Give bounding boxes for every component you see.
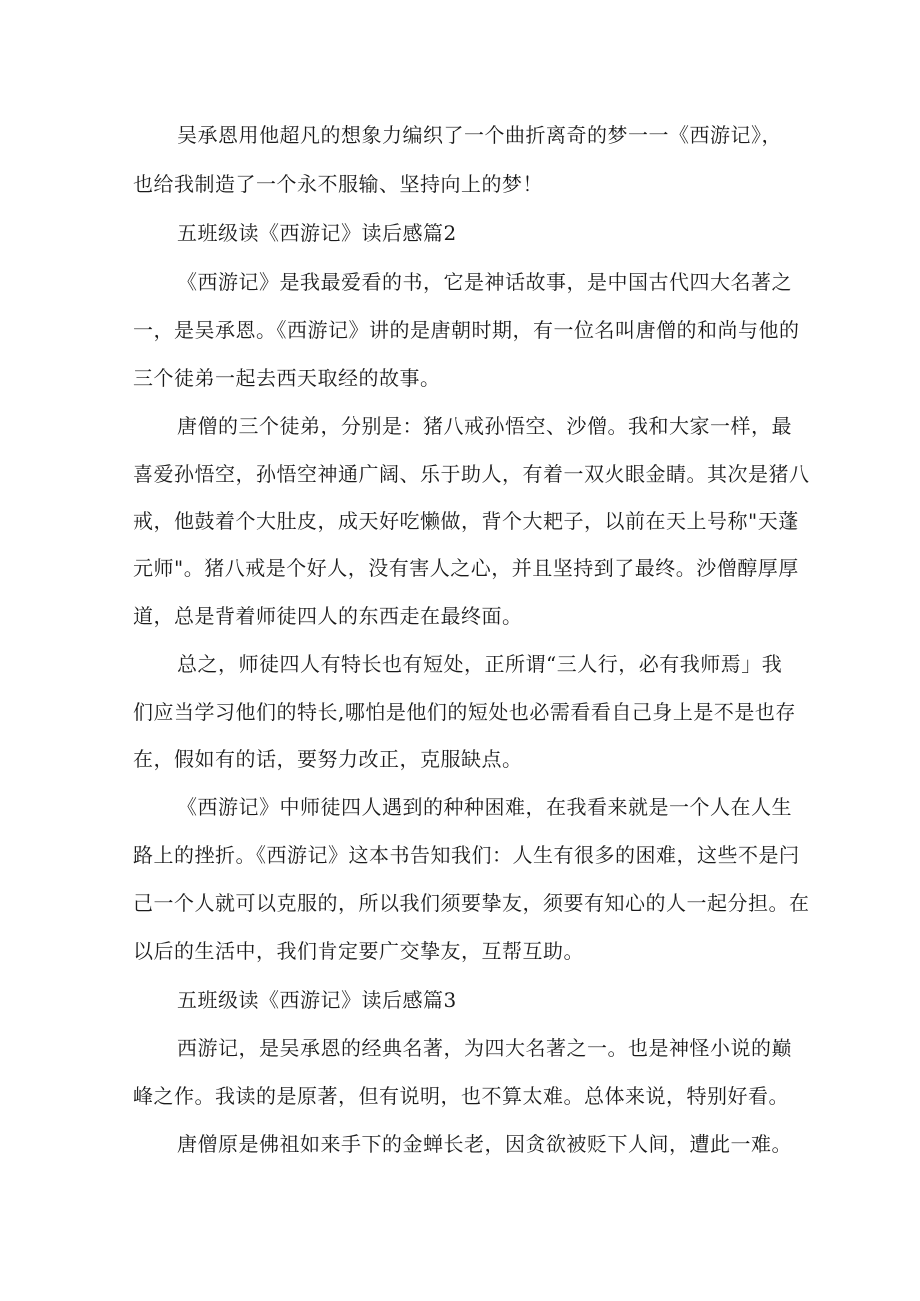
paragraph-line: 元师"。猪八戒是个好人，没有害人之心，并且坚持到了最终。沙僧醇厚厚 [133, 556, 799, 580]
paragraph-line: 吴承恩用他超凡的想象力编织了一个曲折离奇的梦一一《西游记》， [177, 123, 782, 147]
paragraph-line: 《西游记》中师徒四人遇到的种种困难，在我看来就是一个人在人生 [177, 795, 792, 819]
paragraph-line: 己一个人就可以克服的，所以我们须要挚友，须要有知心的人一起分担。在 [133, 891, 810, 915]
paragraph-line: 戒，他鼓着个大肚皮，成天好吃懒做，背个大耙子，以前在天上号称"天蓬 [133, 509, 799, 533]
paragraph-line: 道，总是背着师徒四人的东西走在最终面。 [133, 604, 523, 628]
paragraph-line: 路上的挫折。《西游记》这本书告知我们：人生有很多的困难，这些不是闩 [133, 843, 800, 867]
paragraph-line: 喜爱孙悟空，孙悟空神通广阔、乐于助人，有着一双火眼金睛。其次是猪八 [133, 462, 810, 486]
paragraph-line: 《西游记》是我最爱看的书，它是神话故事，是中国古代四大名著之 [177, 270, 792, 294]
paragraph-line: 唐僧原是佛祖如来手下的金蝉长老，因贪欲被贬下人间，遭此一难。 [177, 1132, 792, 1156]
paragraph-line: 总之，师徒四人有特长也有短处，正所谓“三人行，必有我师焉」我 [177, 652, 783, 676]
paragraph-line: 一，是吴承恩。《西游记》讲的是唐朝时期，有一位名叫唐僧的和尚与他的 [133, 318, 800, 342]
paragraph-line: 三个徒弟一起去西天取经的故事。 [133, 366, 441, 390]
paragraph-line: 也给我制造了一个永不服输、坚持向上的梦！ [133, 172, 543, 196]
paragraph-line: 以后的生活中，我们肯定要广交挚友，互帮互助。 [133, 939, 584, 963]
paragraph-line: 们应当学习他们的特长,哪怕是他们的短处也必需看看自己身上是不是也存 [133, 700, 796, 724]
paragraph-line: 在，假如有的话，要努力改正，克服缺点。 [133, 747, 523, 771]
paragraph-line: 西游记，是吴承恩的经典名著，为四大名著之一。也是神怪小说的巅 [177, 1036, 792, 1060]
section-heading: 五班级读《西游记》读后感篇3 [177, 988, 457, 1012]
paragraph-line: 唐僧的三个徒弟，分别是：猪八戒孙悟空、沙僧。我和大家一样，最 [177, 414, 792, 438]
section-heading: 五班级读《西游记》读后感篇2 [177, 221, 457, 245]
paragraph-line: 峰之作。我读的是原著，但有说明，也不算太难。总体来说，特别好看。 [133, 1084, 789, 1108]
